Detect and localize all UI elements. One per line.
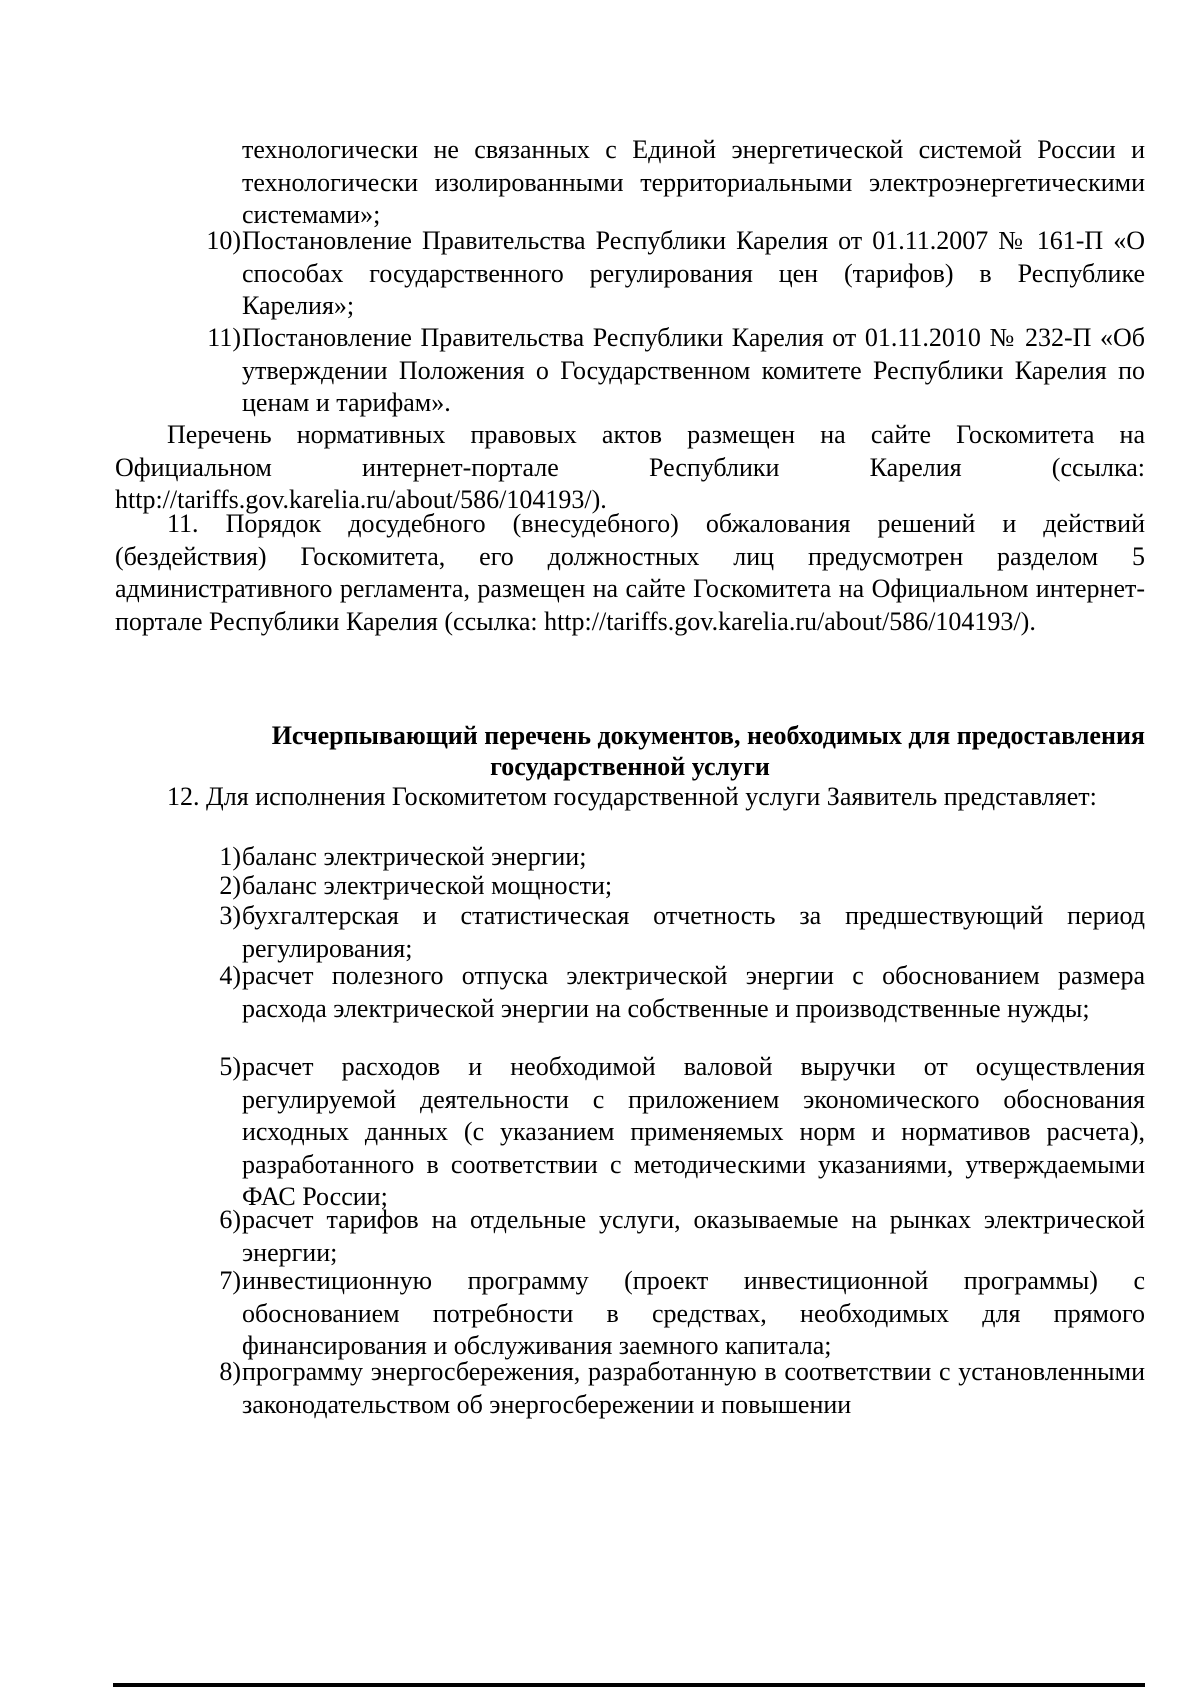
section-heading-line2: государственной услуги: [490, 752, 770, 781]
section-heading-line1: Исчерпывающий перечень документов, необходимых для предоставления: [271, 721, 1145, 750]
list-item-text: расчет расходов и необходимой валовой выручки от осуществления регулируемой деятельности с приложением экономического обоснования исходных данных (с указанием применяемых норм и нормативов расчета), разработанного в соответствии с методическими указаниями, утверждаемыми ФАС России;: [242, 1052, 1145, 1211]
list-item-text: расчет полезного отпуска электрической энергии с обоснованием размера расхода электрической энергии на собственные и производственные нужды;: [242, 961, 1145, 1023]
list-item-text: расчет тарифов на отдельные услуги, оказываемые на рынках электрической энергии;: [242, 1205, 1145, 1267]
list-item-text: Постановление Правительства Республики Карелия от 01.11.2007 № 161-П «О способах государственного регулирования цен (тарифов) в Республике Карелия»;: [242, 226, 1145, 320]
footer-rule: [113, 1683, 1145, 1687]
list-item-text: баланс электрической мощности;: [242, 871, 613, 900]
list-item-text: бухгалтерская и статистическая отчетность за предшествующий период регулирования;: [242, 901, 1145, 963]
acts-note-paragraph: Перечень нормативных правовых актов размещен на сайте Госкомитета на Официальном интернет-портале Республики Карелия (ссылка: http://tariffs.gov.karelia.ru/about/586/104193/).: [115, 420, 1145, 514]
list-item-number: 4): [219, 961, 241, 990]
list-item-number: 8): [219, 1357, 241, 1386]
list-item-number: 3): [219, 901, 241, 930]
list-item-text: инвестиционную программу (проект инвестиционной программы) с обоснованием потребности в средствах, необходимых для прямого финансирования и обслуживания заемного капитала;: [242, 1266, 1145, 1360]
list-item-number: 5): [219, 1052, 241, 1081]
list-item-text: баланс электрической энергии;: [242, 842, 587, 871]
list-item-number: 11): [207, 323, 241, 352]
list-item-text: программу энергосбережения, разработанную в соответствии с установленными законодательством об энергосбережении и повышении: [242, 1357, 1145, 1419]
list-item-number: 7): [219, 1266, 241, 1295]
list-item-number: 10): [206, 226, 241, 255]
list-item-text: Постановление Правительства Республики Карелия от 01.11.2010 № 232-П «Об утверждении Положения о Государственном комитете Республики Карелия по ценам и тарифам».: [242, 323, 1145, 417]
continuation-paragraph: технологически не связанных с Единой энергетической системой России и технологически изолированными территориальными электроэнергетическими системами»;: [242, 135, 1145, 229]
list-item-number: 6): [219, 1205, 241, 1234]
list-item-number: 2): [219, 871, 241, 900]
section-heading: [115, 720, 1145, 782]
documents-intro-paragraph: 12. Для исполнения Госкомитетом государственной услуги Заявитель представляет:: [167, 782, 1097, 811]
list-item-number: 1): [219, 842, 241, 871]
appeal-paragraph: 11. Порядок досудебного (внесудебного) обжалования решений и действий (бездействия) Госкомитета, его должностных лиц предусмотрен разделом 5 административного регламента, размещен на сайте Госкомитета на Официальном интернет-портале Республики Карелия (ссылка: http://tariffs.gov.karelia.ru/about/586/104193/).: [115, 509, 1145, 636]
